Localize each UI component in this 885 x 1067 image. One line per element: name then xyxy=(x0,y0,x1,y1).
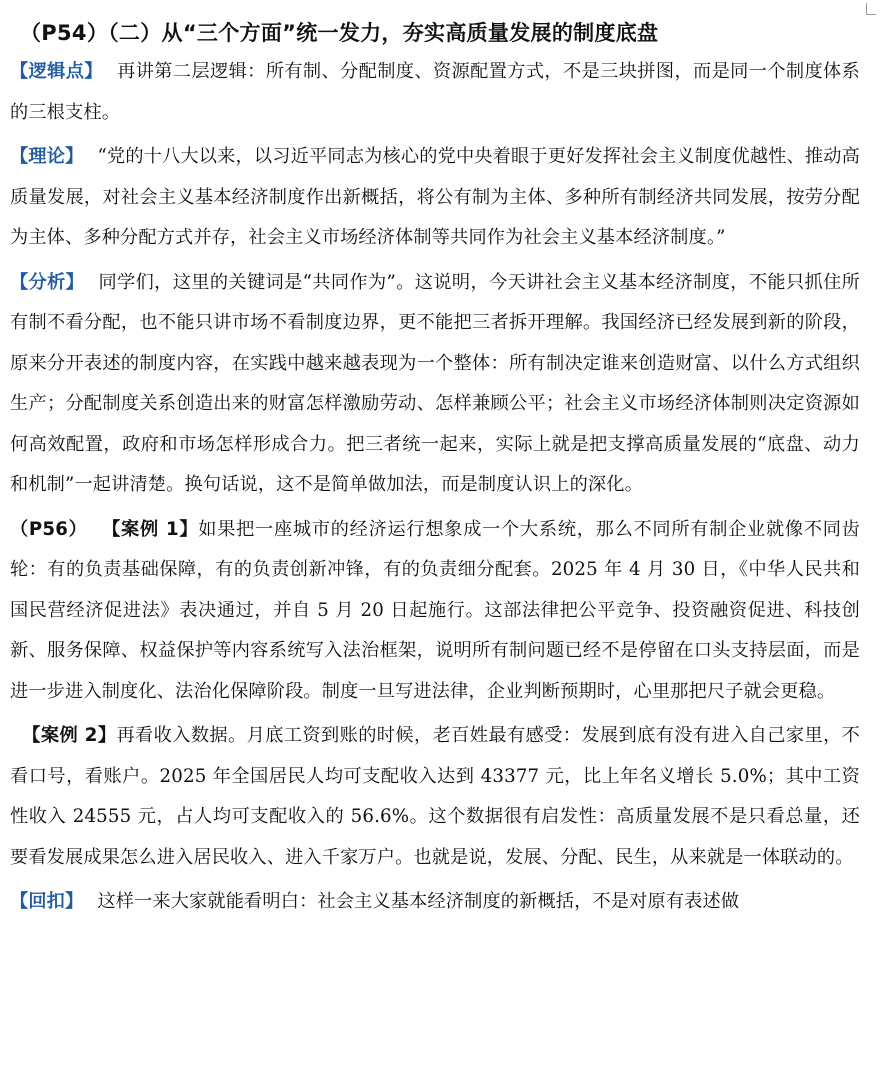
theory-paragraph xyxy=(10,137,860,259)
case1-text: 如果把一座城市的经济运行想象成一个大系统，那么不同所有制企业就像不同齿轮：有的负责基础保障，有的负责创新冲锋，有的负责细分配套。2025 年 4 月 30 日，《中华人民共和国民营经济促进法》表决通过，并自 5 月 20 日起施行。这部法律把公平竞争、投资融资促进、科技创新、服务保障、权益保护等内容系统写入法治框架，说明所有制问题已经不是停留在口头支持层面，而是进一步进入制度化、法治化保障阶段。制度一旦写进法律，企业判断预期时，心里那把尺子就会更稳。 xyxy=(10,518,861,702)
case2-paragraph xyxy=(10,716,860,878)
section-heading: （P54）（二）从“三个方面”统一发力，夯实高质量发展的制度底盘 xyxy=(20,21,659,45)
analysis-tag: 【分析】 xyxy=(10,271,85,293)
case2-text: 再看收入数据。月底工资到账的时候，老百姓最有感受：发展到底有没有进入自己家里，不看口号，看账户。2025 年全国居民人均可支配收入达到 43377 元，比上年名义增长 5.0%；其中工资性收入 24555 元，占人均可支配收入的 56.6%。这个数据很有启发性：高质量发展不是只看总量，还要看发展成果怎么进入居民收入、进入千家万户。也就是说，发展、分配、民生，从来就是一体联动的。 xyxy=(10,725,860,868)
document-body xyxy=(10,14,860,927)
page-corner-mark xyxy=(866,3,876,15)
case1-page-label: （P56） xyxy=(10,518,88,540)
logic-paragraph xyxy=(10,52,860,133)
theory-tag: 【理论】 xyxy=(10,146,84,167)
callback-paragraph xyxy=(10,882,860,923)
case1-paragraph xyxy=(10,510,860,713)
case2-tag: 【案例 2】 xyxy=(22,725,117,746)
case1-tag: 【案例 1】 xyxy=(101,518,199,540)
logic-text: 再讲第二层逻辑：所有制、分配制度、资源配置方式，不是三块拼图，而是同一个制度体系的三根支柱。 xyxy=(10,61,860,123)
callback-tag: 【回扣】 xyxy=(10,891,84,912)
logic-tag: 【逻辑点】 xyxy=(10,61,103,82)
callback-text: 这样一来大家就能看明白：社会主义基本经济制度的新概括，不是对原有表述做 xyxy=(97,891,740,912)
theory-text: “党的十八大以来，以习近平同志为核心的党中央着眼于更好发挥社会主义制度优越性、推动高质量发展，对社会主义基本经济制度作出新概括，将公有制为主体、多种所有制经济共同发展，按劳分配为主体、多种分配方式并存，社会主义市场经济体制等共同作为社会主义基本经济制度。” xyxy=(10,146,860,248)
analysis-paragraph xyxy=(10,263,860,506)
analysis-text: 同学们，这里的关键词是“共同作为”。这说明，今天讲社会主义基本经济制度，不能只抓住所有制不看分配，也不能只讲市场不看制度边界，更不能把三者拆开理解。我国经济已经发展到新的阶段，原来分开表述的制度内容，在实践中越来越表现为一个整体：所有制决定谁来创造财富、以什么方式组织生产；分配制度关系创造出来的财富怎样激励劳动、怎样兼顾公平；社会主义市场经济体制则决定资源如何高效配置，政府和市场怎样形成合力。把三者统一起来，实际上就是把支撑高质量发展的“底盘、动力和机制”一起讲清楚。换句话说，这不是简单做加法，而是制度认识上的深化。 xyxy=(10,271,860,495)
